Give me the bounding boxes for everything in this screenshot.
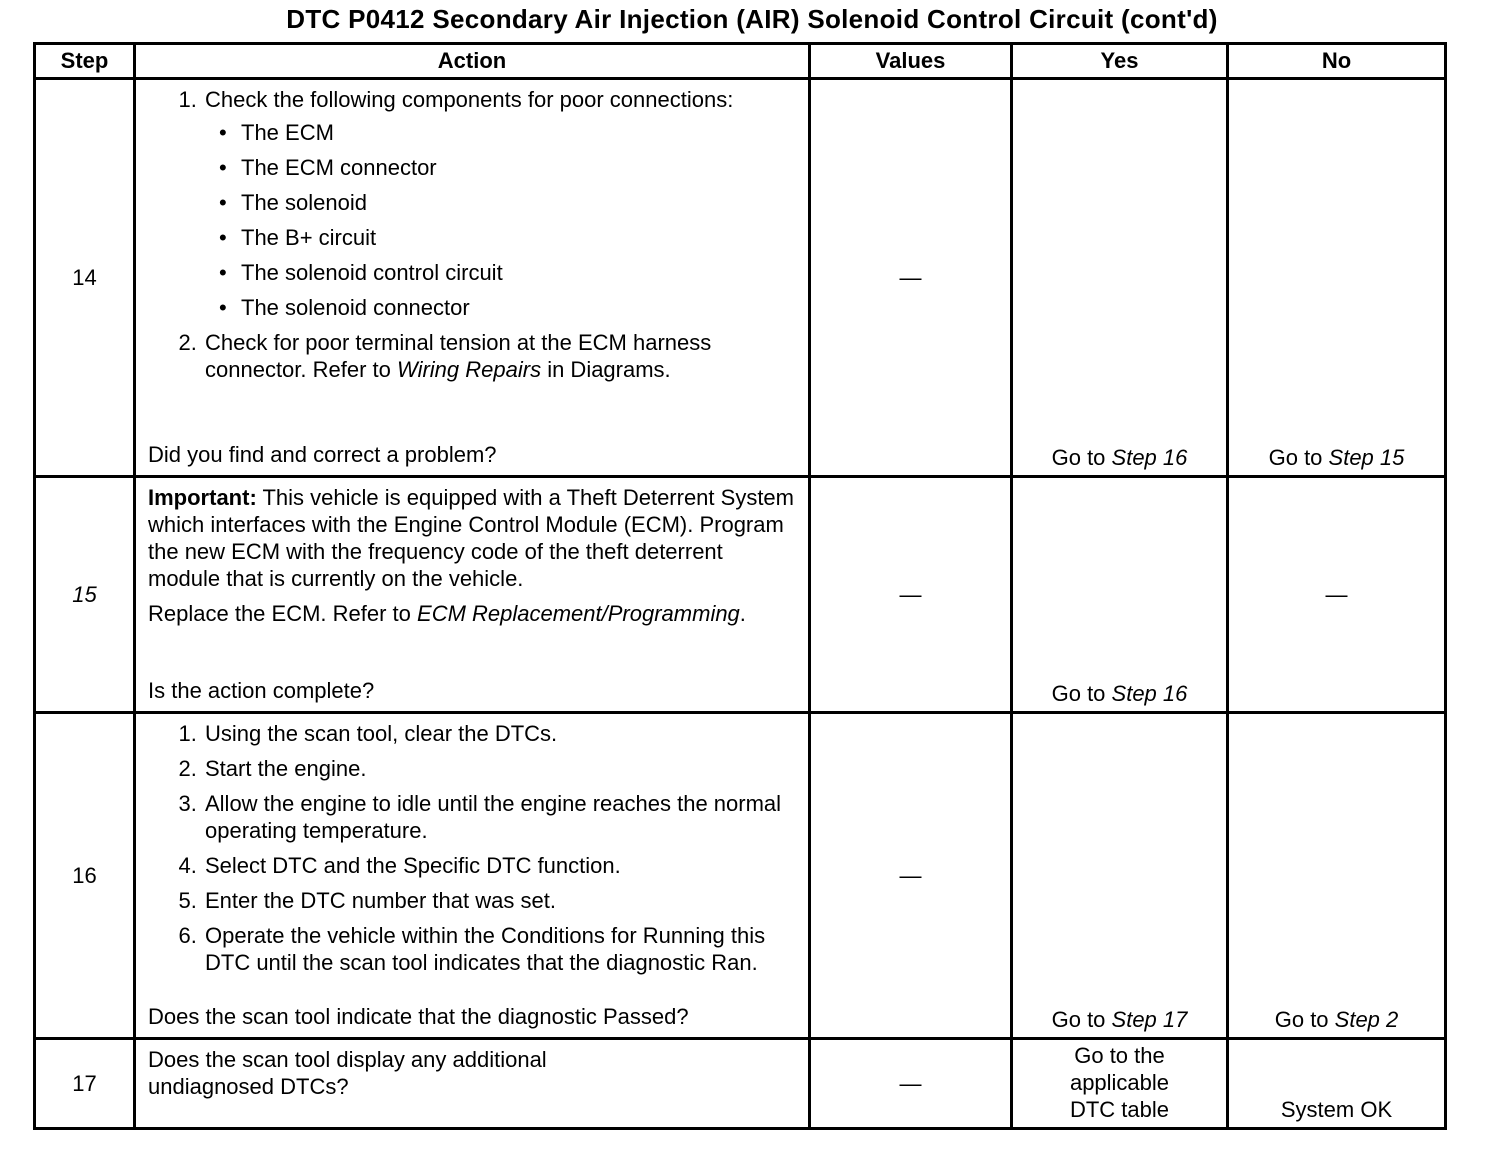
question-text: Does the scan tool indicate that the diagnostic Passed? — [148, 1004, 689, 1029]
action-cell — [135, 477, 810, 713]
list-item: 1. Check the following components for poor connections: • The ECM • The ECM connector • The solenoid • The B+ circuit • The solenoid control circuit • The solenoid connector — [203, 86, 796, 321]
header-row — [35, 44, 1446, 79]
no-cell: System OK — [1228, 1039, 1446, 1129]
list-item: • The solenoid connector — [217, 294, 796, 321]
list-item: • The ECM connector — [217, 154, 796, 181]
diagnostic-table — [33, 42, 1447, 1130]
list-item: 1. Using the scan tool, clear the DTCs. — [203, 720, 796, 747]
header-no: No — [1228, 44, 1446, 79]
no-cell: Go to Step 2 — [1228, 713, 1446, 1039]
component-list — [205, 119, 796, 321]
list-item: • The solenoid control circuit — [217, 259, 796, 286]
list-item: 5. Enter the DTC number that was set. — [203, 887, 796, 914]
yes-cell: Go to Step 16 — [1012, 477, 1228, 713]
header-action: Action — [135, 44, 810, 79]
page-title: DTC P0412 Secondary Air Injection (AIR) Solenoid Control Circuit (cont'd) — [286, 4, 1218, 34]
list-item: • The ECM — [217, 119, 796, 146]
replace-instruction: Replace the ECM. Refer to ECM Replacement/Programming. — [148, 601, 746, 626]
no-cell: Go to Step 15 — [1228, 79, 1446, 477]
table-row — [35, 79, 1446, 477]
values-cell: — — [810, 477, 1012, 713]
no-cell: — — [1228, 477, 1446, 713]
important-note: Important: This vehicle is equipped with a Theft Deterrent System which interfaces with the Engine Control Module (ECM). Program the new ECM with the frequency code of the theft deterrent module that is currently on the vehicle. — [148, 485, 794, 591]
list-item: 2. Start the engine. — [203, 755, 796, 782]
question-text: Does the scan tool display any additional undiagnosed DTCs? — [148, 1047, 547, 1099]
values-cell: — — [810, 79, 1012, 477]
header-values: Values — [810, 44, 1012, 79]
values-cell: — — [810, 713, 1012, 1039]
values-cell: — — [810, 1039, 1012, 1129]
reference-link: ECM Replacement/Programming — [417, 601, 740, 626]
table-row — [35, 713, 1446, 1039]
question-text: Is the action complete? — [148, 678, 375, 703]
action-cell — [135, 79, 810, 477]
header-step: Step — [35, 44, 135, 79]
step-number: 14 — [35, 79, 135, 477]
step-number: 15 — [35, 477, 135, 713]
yes-cell: Go to the applicable DTC table — [1012, 1039, 1228, 1129]
table-row — [35, 477, 1446, 713]
list-item: 4. Select DTC and the Specific DTC function. — [203, 852, 796, 879]
yes-cell: Go to Step 16 — [1012, 79, 1228, 477]
list-item: 3. Allow the engine to idle until the engine reaches the normal operating temperature. — [203, 790, 796, 844]
list-item: 2. Check for poor terminal tension at the ECM harness connector. Refer to Wiring Repairs in Diagrams. — [203, 329, 796, 383]
step-number: 16 — [35, 713, 135, 1039]
yes-cell: Go to Step 17 — [1012, 713, 1228, 1039]
header-yes: Yes — [1012, 44, 1228, 79]
list-item: • The B+ circuit — [217, 224, 796, 251]
reference-link: Wiring Repairs — [397, 357, 542, 382]
question-text: Did you find and correct a problem? — [148, 442, 497, 467]
action-cell — [135, 713, 810, 1039]
table-row — [35, 1039, 1446, 1129]
action-cell — [135, 1039, 810, 1129]
step-number: 17 — [35, 1039, 135, 1129]
list-item: 6. Operate the vehicle within the Conditions for Running this DTC until the scan tool indicates that the diagnostic Ran. — [203, 922, 796, 976]
list-item: • The solenoid — [217, 189, 796, 216]
